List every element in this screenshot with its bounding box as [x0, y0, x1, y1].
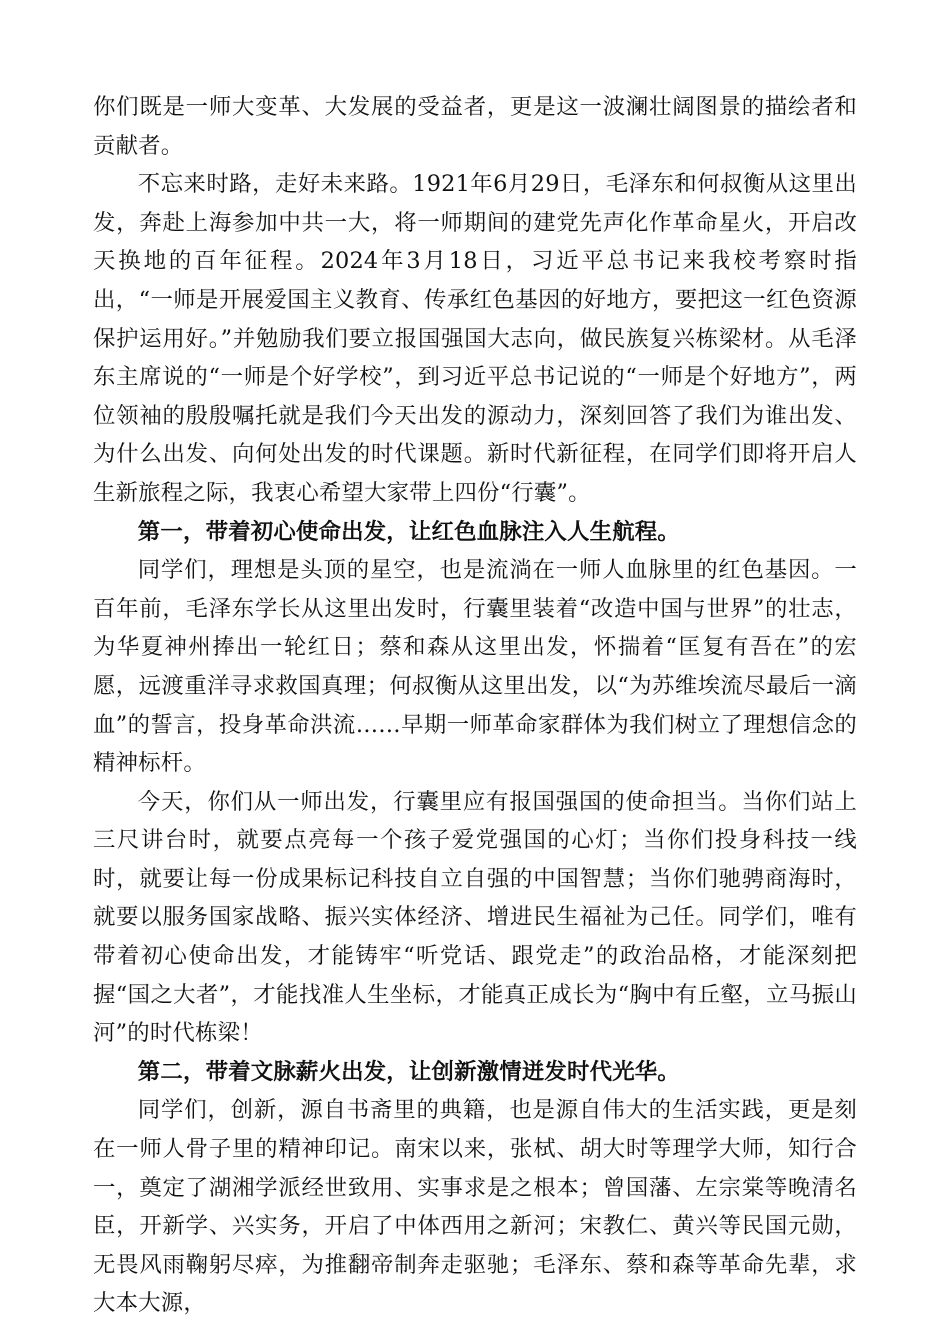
document-page [93, 88, 857, 1323]
section-heading-second: 第二，带着文脉薪火出发，让创新激情迸发时代光华。 [137, 1058, 680, 1085]
paragraph-innovation: 同学们，创新，源自书斋里的典籍，也是源自伟大的生活实践，更是刻在一师人骨子里的精神印记。南宋以来，张栻、胡大时等理学大师，知行合一，奠定了湖湘学派经世致用、实事求是之根本；曾国藩、左宗棠等晚清名臣，开新学、兴实务，开启了中体西用之新河；宋教仁、黄兴等民国元勋，无畏风雨鞠躬尽瘁，为推翻帝制奔走驱驰；毛泽东、蔡和森等革命先辈，求大本大源， [93, 1097, 857, 1317]
paragraph-closing-line: 你们既是一师大变革、大发展的受益者，更是这一波澜壮阔图景的描绘者和贡献者。 [93, 94, 857, 159]
paragraph-origin-journey: 不忘来时路，走好未来路。1921年6月29日，毛泽东和何叔衡从这里出发，奔赴上海参加中共一大，将一师期间的建党先声化作革命星火，开启改天换地的百年征程。2024年3月18日，习近平总书记来我校考察时指出，“一师是开展爱国主义教育、传承红色基因的好地方，要把这一红色资源保护运用好。”并勉励我们要立报国强国大志向，做民族复兴栋梁材。从毛泽东主席说的“一师是个好学校”，到习近平总书记说的“一师是个好地方”，两位领袖的殷殷嘱托就是我们今天出发的源动力，深刻回答了我们为谁出发、为什么出发、向何处出发的时代课题。新时代新征程，在同学们即将开启人生新旅程之际，我衷心希望大家带上四份“行囊”。 [93, 171, 857, 506]
paragraph-mission: 今天，你们从一师出发，行囊里应有报国强国的使命担当。当你们站上三尺讲台时，就要点亮每一个孩子爱党强国的心灯；当你们投身科技一线时，就要让每一份成果标记科技自立自强的中国智慧；当你们驰骋商海时，就要以服务国家战略、振兴实体经济、增进民生福祉为己任。同学们，唯有带着初心使命出发，才能铸牢“听党话、跟党走”的政治品格，才能深刻把握“国之大者”，才能找准人生坐标，才能真正成长为“胸中有丘壑，立马振山河”的时代栋梁！ [93, 788, 857, 1047]
paragraph-red-gene: 同学们，理想是头顶的星空，也是流淌在一师人血脉里的红色基因。一百年前，毛泽东学长从这里出发时，行囊里装着“改造中国与世界”的壮志，为华夏神州捧出一轮红日；蔡和森从这里出发，怀揣着“匡复有吾在”的宏愿，远渡重洋寻求救国真理；何叔衡从这里出发，以“为苏维埃流尽最后一滴血”的誓言，投身革命洪流……早期一师革命家群体为我们树立了理想信念的精神标杆。 [93, 557, 857, 777]
section-heading-first: 第一，带着初心使命出发，让红色血脉注入人生航程。 [137, 518, 680, 545]
